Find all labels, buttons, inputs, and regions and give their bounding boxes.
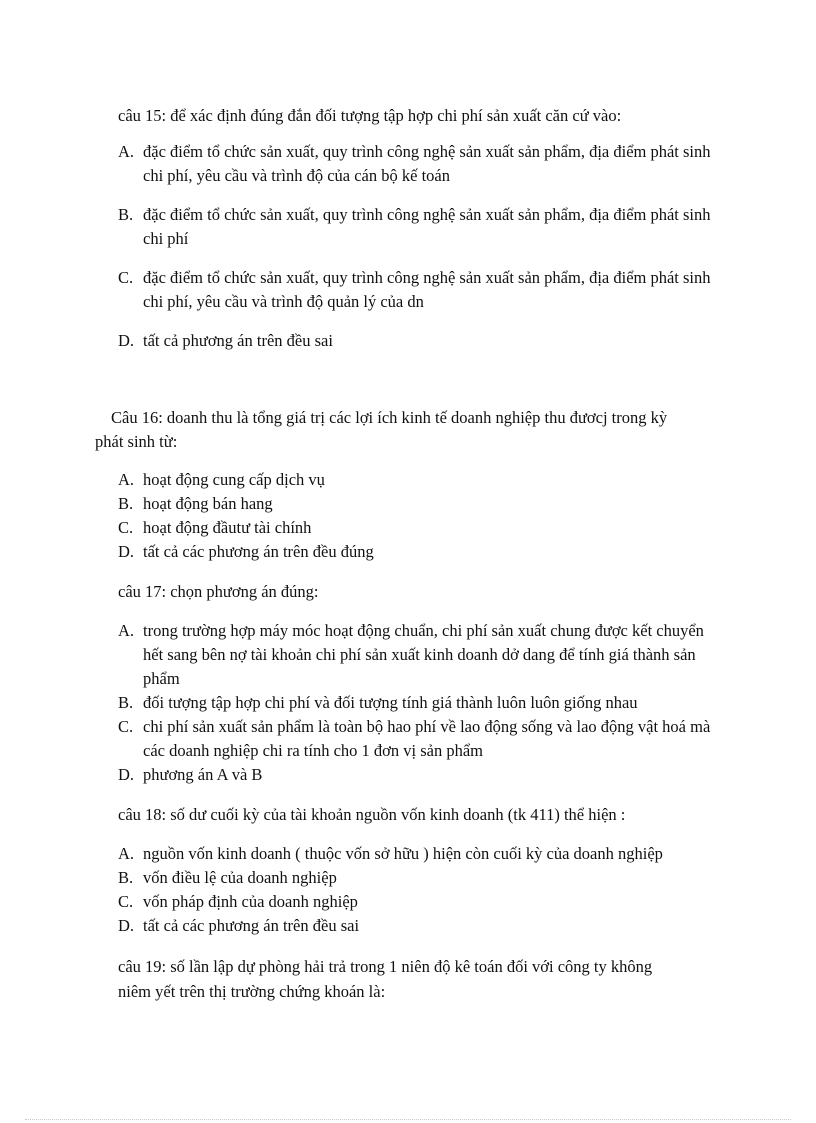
question-16-title-line1: Câu 16: doanh thu là tổng giá trị các lợi ích kinh tế doanh nghiệp thu đươcj trong kỳ [111, 408, 668, 427]
option-text: vốn pháp định của doanh nghiệp [143, 892, 358, 911]
question-15-title: câu 15: để xác định đúng đắn đối tượng tập hợp chi phí sản xuất căn cứ vào: [118, 106, 622, 125]
option-label: B. [118, 205, 134, 224]
option-text: đối tượng tập hợp chi phí và đối tượng tính giá thành luôn luôn giống nhau [143, 693, 638, 712]
option-item [118, 866, 723, 890]
option-text: đặc điểm tổ chức sản xuất, quy trình công nghệ sản xuất sản phẩm, địa điểm phát sinh chi phí [143, 205, 711, 248]
option-text: vốn điều lệ của doanh nghiệp [143, 868, 337, 887]
option-item [118, 540, 723, 564]
question-15-options [118, 140, 723, 368]
option-item [118, 763, 723, 787]
option-text: phương án A và B [143, 765, 263, 784]
option-label: C. [118, 518, 134, 537]
option-label: B. [118, 868, 134, 887]
option-text: nguồn vốn kinh doanh ( thuộc vốn sở hữu ) hiện còn cuối kỳ của doanh nghiệp [143, 844, 663, 863]
option-item [118, 842, 723, 866]
option-text: hoạt động đầutư tài chính [143, 518, 312, 537]
option-item [118, 914, 723, 938]
option-label: D. [118, 542, 135, 561]
option-label: B. [118, 494, 134, 513]
option-item [118, 203, 723, 251]
option-label: D. [118, 331, 135, 350]
option-label: C. [118, 892, 134, 911]
option-item [118, 266, 723, 314]
option-text: đặc điểm tổ chức sản xuất, quy trình công nghệ sản xuất sản phẩm, địa điểm phát sinh chi phí, yêu cầu và trình độ của cán bộ kế toán [143, 142, 711, 185]
option-text: tất cả các phương án trên đều sai [143, 916, 360, 935]
question-19-title-line1: câu 19: số lần lập dự phòng hải trả trong 1 niên độ kê toán đối với công ty không [118, 957, 653, 976]
option-text: trong trường hợp máy móc hoạt động chuẩn, chi phí sản xuất chung được kết chuyển hết sang bên nợ tài khoản chi phí sản xuất kinh doanh dở dang để tính giá thành sản phẩm [143, 621, 704, 688]
option-item [118, 691, 723, 715]
question-16-options [118, 468, 723, 564]
option-text: hoạt động cung cấp dịch vụ [143, 470, 325, 489]
option-label: D. [118, 916, 135, 935]
question-17-options [118, 619, 723, 787]
option-label: A. [118, 844, 135, 863]
option-item [118, 619, 723, 691]
option-text: tất cả phương án trên đều sai [143, 331, 333, 350]
option-item [118, 516, 723, 540]
question-16-title-line2: phát sinh từ: [95, 432, 178, 451]
option-label: B. [118, 693, 134, 712]
option-label: A. [118, 142, 135, 161]
option-item [118, 468, 723, 492]
option-item [118, 890, 723, 914]
option-text: hoạt động bán hang [143, 494, 273, 513]
option-label: C. [118, 717, 134, 736]
option-label: A. [118, 621, 135, 640]
question-19-title-line2: niêm yết trên thị trường chứng khoán là: [118, 982, 386, 1001]
page-bottom-rule [25, 1119, 791, 1120]
option-label: C. [118, 268, 134, 287]
option-text: tất cả các phương án trên đều đúng [143, 542, 374, 561]
question-17-title: câu 17: chọn phương án đúng: [118, 582, 319, 601]
option-text: đặc điểm tổ chức sản xuất, quy trình công nghệ sản xuất sản phẩm, địa điểm phát sinh chi phí, yêu cầu và trình độ quản lý của dn [143, 268, 711, 311]
option-item [118, 492, 723, 516]
option-item [118, 140, 723, 188]
option-item [118, 715, 723, 763]
question-18-title: câu 18: số dư cuối kỳ của tài khoản nguồn vốn kinh doanh (tk 411) thể hiện : [118, 805, 626, 824]
option-label: D. [118, 765, 135, 784]
question-18-options [118, 842, 723, 938]
option-text: chi phí sản xuất sản phẩm là toàn bộ hao phí về lao động sống và lao động vật hoá mà các doanh nghiệp chi ra tính cho 1 đơn vị sản phẩm [143, 717, 711, 760]
option-label: A. [118, 470, 135, 489]
option-item [118, 329, 723, 353]
